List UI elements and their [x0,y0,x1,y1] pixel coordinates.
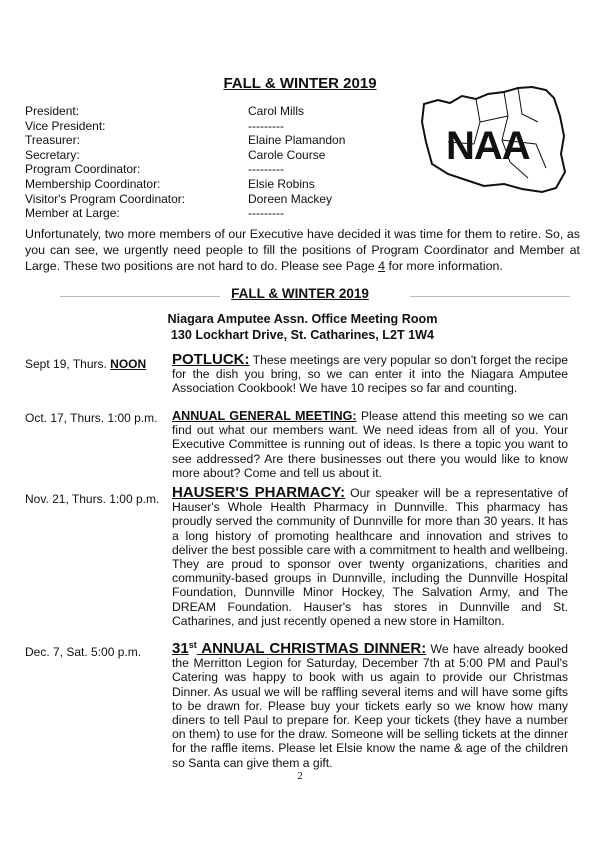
venue-name: Niagara Amputee Assn. Office Meeting Room [167,312,438,326]
event-date: Dec. 7, Sat. 5:00 p.m. [25,645,142,659]
event-description [172,409,568,480]
event-heading: POTLUCK: [172,351,250,368]
officer-role: Membership Coordinator: [25,176,161,191]
officer-role: Member at Large: [25,206,120,221]
officer-role: Treasurer: [25,133,80,148]
officer-role: Program Coordinator: [25,162,141,177]
officer-role: President: [25,104,80,118]
officer-name: --------- [248,162,284,177]
page-number: 2 [297,770,303,782]
event-date: Oct. 17, Thurs. 1:00 p.m. [25,411,158,425]
officer-name: Carole Course [248,147,326,162]
officer-name: Elsie Robins [248,176,315,191]
event-heading: ANNUAL GENERAL MEETING: [172,409,357,423]
event-description [172,486,568,628]
event-text: Our speaker will be a representative of Hauser's Whole Health Pharmacy in Dunnville. This pharmacy has proudly served the community of Dunnville for more than 30 years. It has a long history of promoting healthcare and innovation and strives to deliver the best possible care with a commitment to health and wellbeing. They are proud to sponsor over twenty organizations, charities and community-based groups in Dunnville, including the Dunnville Hospital Foundation, Dunnville Minor Hockey, The Salvation Army, and The DREAM Foundation. Hauser's has stores in Dunnville and St. Catharines, and just recently opened a new store in Hamilton. [172,486,568,628]
event-date [25,357,146,371]
event-description [172,638,568,770]
event-text: Please attend this meeting so we can find out what our members want. We need ideas from all of you. Your Executive Committee is running out of ideas. Is there a topic you want to see addressed? Are there businesses out there you would like to know more about? Come and tell us about it. [172,409,568,480]
event-heading: HAUSER'S PHARMACY: [172,484,346,501]
event-date: Nov. 21, Thurs. 1:00 p.m. [25,492,160,506]
page-title: FALL & WINTER 2019 [223,75,377,92]
section-title: FALL & WINTER 2019 [231,286,369,301]
event-description [172,353,568,396]
logo-text: NAA [446,124,530,168]
intro-paragraph [25,226,580,274]
event-text: These meetings are very popular so don't forget the recipe for the dish you bring, so we can enter it into the Niagara Amputee Association Cookbook! We have 10 recipes so far and counting. [172,353,568,396]
officer-role: Vice President: [25,118,106,133]
event-date-text: Sept 19, Thurs. [25,357,111,371]
venue-address: 130 Lockhart Drive, St. Catharines, L2T 1W4 [170,328,435,342]
page-reference: 4 [378,259,386,273]
naa-logo [418,82,570,200]
officer-role: Secretary: [25,147,80,162]
event-text: We have already booked the Merritton Legion for Saturday, December 7th at 5:00 PM and Paul's Catering was happy to book with us again to provide our Christmas Dinner. As usual we will be raffling several items and will have some gifts to be drawn for. Please buy your tickets early so we know how many diners to tell Paul to prepare for. Keep your tickets (they have a number on them) to use for the draw. Someone will be selling tickets at the dinner for the raffle items. Please let Elsie know the name & age of the children so Santa can give them a gift. [172,642,568,770]
officer-name: Elaine Plamandon [248,133,346,148]
event-heading-number: 31 [172,640,189,658]
officer-role: Visitor's Program Coordinator: [25,191,186,206]
event-heading: ANNUAL CHRISTMAS DINNER: [196,640,427,658]
officer-name: --------- [248,206,284,221]
officer-name: Carol Mills [248,104,305,118]
officer-name: --------- [248,118,284,133]
officer-name: Doreen Mackey [248,191,333,206]
event-heading-suffix: st [188,640,197,650]
intro-text: for more information. [385,259,503,273]
intro-text: Unfortunately, two more members of our Executive have decided it was time for them to retire. So, as you can see, we urgently need people to fill the positions of Program Coordinator and Member at Large. These two positions are not hard to do. Please see Page [25,227,580,273]
event-time: NOON [110,357,147,371]
